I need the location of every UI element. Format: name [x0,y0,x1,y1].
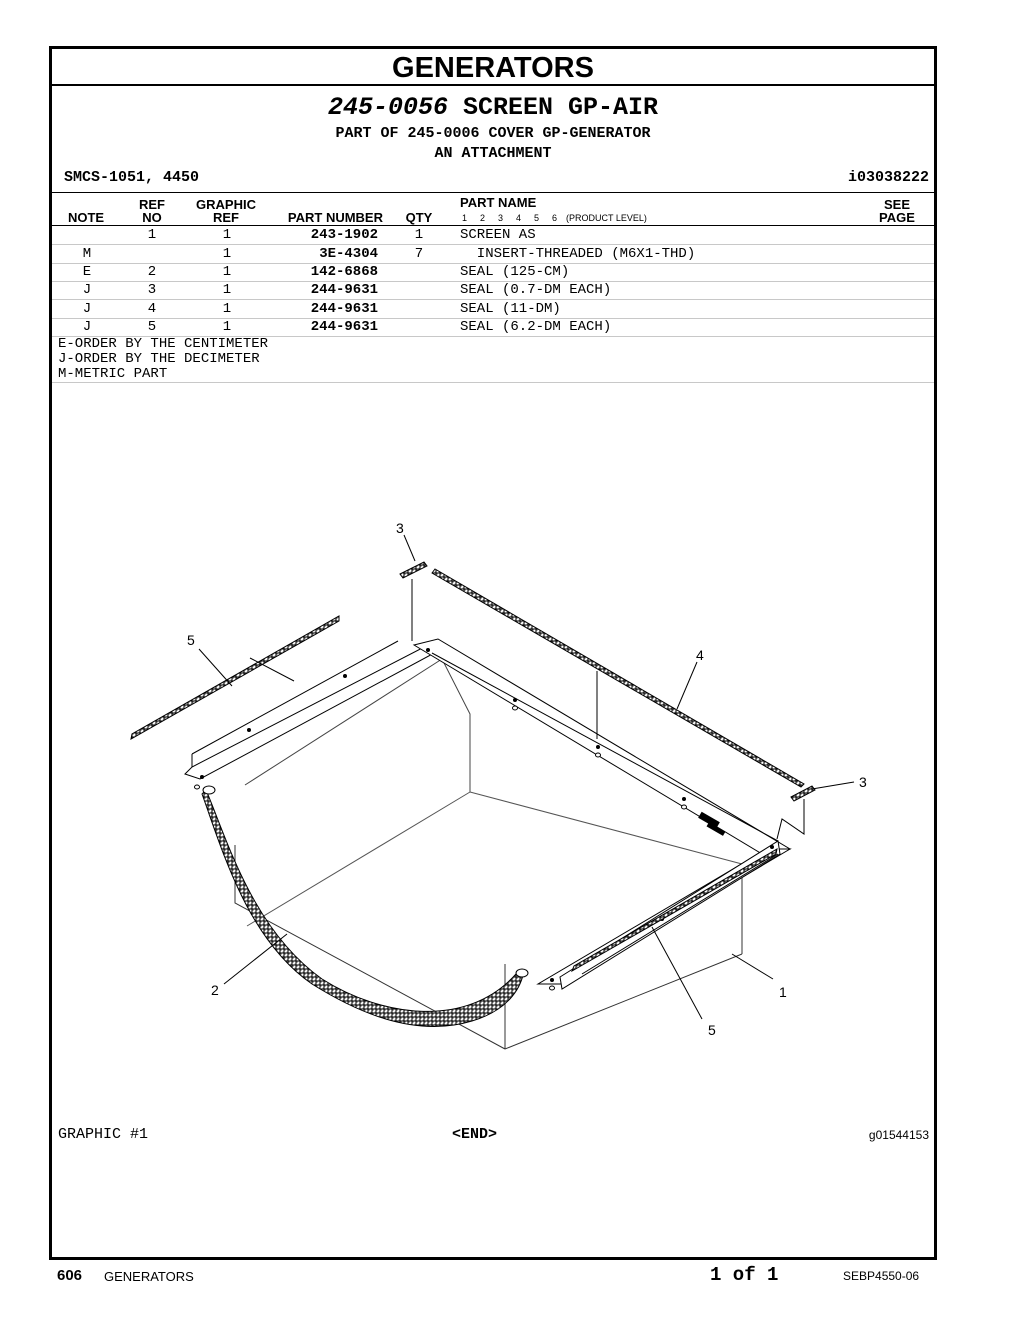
assembly-number: 245-0056 [327,93,448,122]
seal-curved [202,790,524,1026]
callout-2: 2 [211,982,219,998]
row-part-number: 142-6868 [310,264,378,280]
attachment-line: AN ATTACHMENT [434,145,552,162]
col-part-number: PART NUMBER [287,210,383,225]
row-part-name: SCREEN AS [460,227,536,243]
note-line: M-METRIC PART [58,366,168,382]
row-ref: 5 [147,319,157,335]
illustration-ref: i03038222 [847,169,929,186]
row-graphic: 1 [222,246,232,262]
level-5: 5 [534,213,540,223]
seal-small-3-right [791,786,815,801]
row-part-number: 244-9631 [310,301,378,317]
row-ref: 4 [147,301,157,317]
level-2: 2 [480,213,486,223]
col-see-1: SEE [883,197,910,212]
callout-4: 4 [696,647,704,663]
note-line: E-ORDER BY THE CENTIMETER [58,336,269,352]
row-graphic: 1 [222,264,232,280]
seal-small-3-top [400,562,427,578]
note-line: J-ORDER BY THE DECIMETER [58,351,260,367]
callout-5-bottom: 5 [708,1022,716,1038]
row-note: E [82,264,92,280]
graphic-label: GRAPHIC #1 [58,1126,149,1143]
row-note: J [82,319,92,335]
level-3: 3 [498,213,504,223]
graphic-number: g01544153 [868,1128,929,1142]
callout-3-top: 3 [396,520,404,536]
row-part-name: SEAL (0.7-DM EACH) [460,282,612,298]
row-qty: 7 [414,246,424,262]
screen-housing [185,639,790,1049]
callout-3-right: 3 [859,774,867,790]
exploded-illustration [52,49,934,1109]
row-graphic: 1 [222,301,232,317]
smcs-code: SMCS-1051, 4450 [64,169,200,186]
row-part-number: 244-9631 [310,319,378,335]
section-title: GENERATORS [52,49,934,86]
level-1: 1 [462,213,468,223]
footer-section: GENERATORS [104,1269,194,1284]
col-graphic-2: REF [213,210,239,225]
row-part-name: SEAL (6.2-DM EACH) [460,319,612,335]
row-part-number: 244-9631 [310,282,378,298]
assembly-name: SCREEN GP-AIR [463,93,659,122]
row-qty: 1 [414,227,424,243]
end-label: <END> [452,1126,498,1143]
catalog-frame [49,46,937,1260]
level-4: 4 [516,213,522,223]
seal-strip-5-bottom [572,849,777,971]
col-note: NOTE [67,210,105,225]
row-graphic: 1 [222,227,232,243]
col-part-name: PART NAME [460,195,537,210]
footer-document-number: SEBP4550-06 [843,1269,920,1283]
row-part-name: SEAL (11-DM) [460,301,561,317]
col-qty: QTY [405,210,433,225]
row-ref: 2 [147,264,157,280]
row-part-name: SEAL (125-CM) [460,264,570,280]
col-see-2: PAGE [879,210,915,225]
row-note: J [82,301,92,317]
row-ref: 1 [147,227,157,243]
col-graphic-1: GRAPHIC [196,197,256,212]
footer-page-number: 606 [57,1267,83,1284]
row-graphic: 1 [222,319,232,335]
callout-5-left: 5 [187,632,195,648]
row-ref: 3 [147,282,157,298]
row-part-name: INSERT-THREADED (M6X1-THD) [460,246,696,262]
row-graphic: 1 [222,282,232,298]
row-note: J [82,282,92,298]
col-ref-1: REF [139,197,165,212]
col-ref-2: NO [142,210,162,225]
callout-1: 1 [779,984,787,1000]
row-part-number: 3E-4304 [319,246,378,262]
row-note: M [82,246,92,262]
product-level-label: (PRODUCT LEVEL) [566,213,647,223]
level-6: 6 [552,213,558,223]
row-part-number: 243-1902 [310,227,378,243]
part-of-line: PART OF 245-0006 COVER GP-GENERATOR [335,125,651,142]
footer-page-of: 1 of 1 [710,1264,779,1286]
